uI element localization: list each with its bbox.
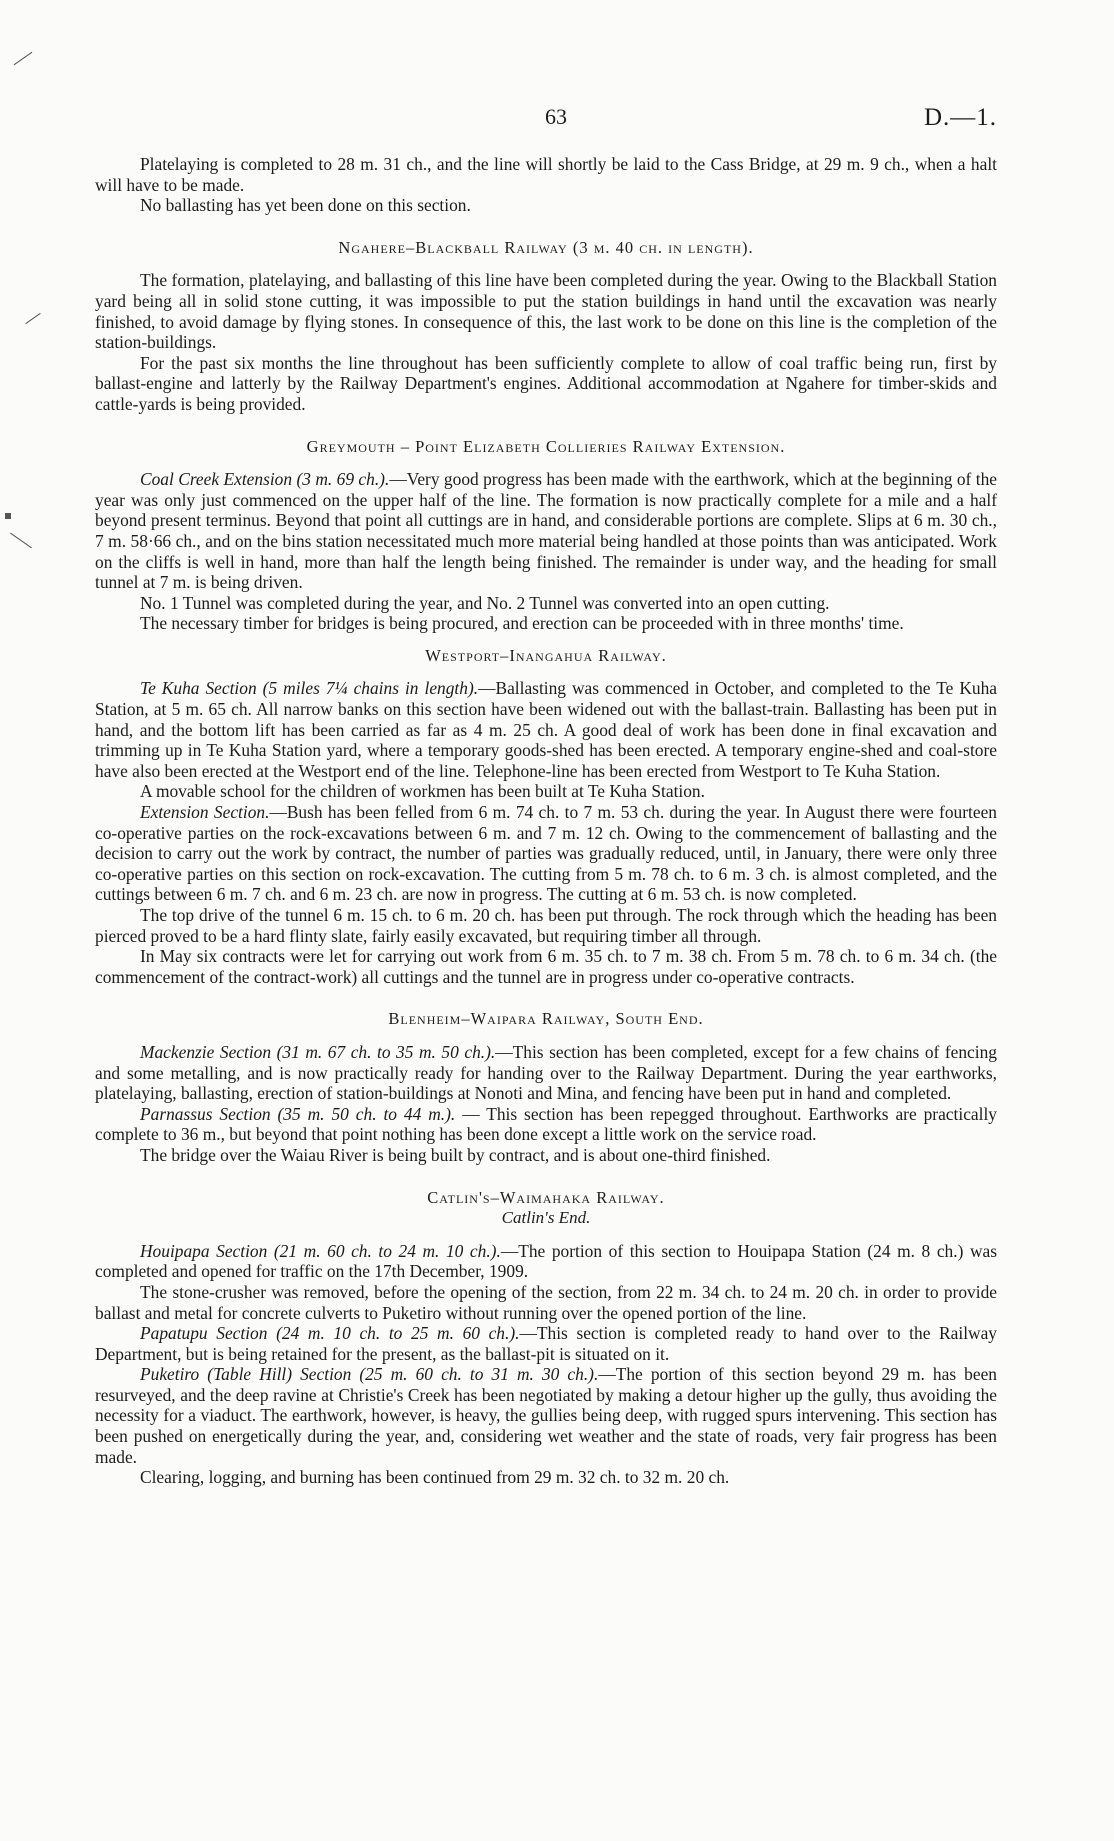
paragraph: [95, 469, 997, 593]
paragraph: [95, 1241, 997, 1282]
subsection-title: Mackenzie Section (31 m. 67 ch. to 35 m. 50 ch.).: [140, 1041, 496, 1062]
paragraph-text: —Ballasting was commenced in October, and completed to the Te Kuha Station, at 5 m. 65 ch. All narrow banks on this section have been widened out with the ballast-train. Ballasting has been put in hand, and the bottom lift has been carried as far as 4 m. 25 ch. A good deal of work has been done in final excavation and trimming up in Te Kuha Station yard, where a temporary goods-shed has been erected. A temporary engine-shed and coal-store have also been erected at the Westport end of the line. Telephone-line has been erected from Westport to Te Kuha Station.: [95, 678, 997, 781]
scan-mark: [14, 52, 33, 65]
paragraph: [95, 802, 997, 905]
paragraph: Platelaying is completed to 28 m. 31 ch., and the line will shortly be laid to the Cass Bridge, at 29 m. 9 ch., when a halt will have to be made.: [95, 154, 997, 195]
paragraph-text: — This section has been repegged throughout. Earthworks are practically complete to 36 m., but beyond that point nothing has been done except a little work on the service road.: [95, 1103, 997, 1145]
paragraph: [95, 1323, 997, 1364]
subsection-title: Houipapa Section (21 m. 60 ch. to 24 m. 10 ch.).: [140, 1240, 501, 1261]
paragraph-text: —The portion of this section beyond 29 m. has been resurveyed, and the deep ravine at Christie's Creek has been negotiated by making a detour higher up the gully, thus avoiding the necessity for a viaduct. The earthwork, however, is heavy, the gullies being deep, with rugged spurs intervening. This section has been pushed on energetically during the year, and, considering wet weather and the state of roads, very fair progress has been made.: [95, 1364, 997, 1467]
paragraph: The bridge over the Waiau River is being built by contract, and is about one-third finished.: [140, 1144, 771, 1165]
scan-mark: [5, 513, 11, 519]
paragraph: The necessary timber for bridges is being procured, and erection can be proceeded with in three months' time.: [140, 613, 904, 634]
paragraph: [95, 1364, 997, 1467]
page-number: 63: [545, 104, 567, 129]
section-subheading: Catlin's End.: [501, 1208, 591, 1228]
paragraph: [95, 1104, 997, 1145]
paragraph: No ballasting has yet been done on this section.: [140, 195, 471, 216]
document-body: [95, 154, 997, 1488]
subsection-title: Coal Creek Extension (3 m. 69 ch.).: [140, 469, 390, 490]
paragraph: The stone-crusher was removed, before the opening of the section, from 22 m. 34 ch. to 24 m. 20 ch. in order to provide ballast and metal for concrete culverts to Puketiro without running over the opened portion of the line.: [95, 1281, 997, 1323]
paragraph: A movable school for the children of workmen has been built at Te Kuha Station.: [140, 781, 705, 802]
paragraph: Clearing, logging, and burning has been continued from 29 m. 32 ch. to 32 m. 20 ch.: [140, 1467, 730, 1488]
page-header: [95, 104, 997, 134]
section-heading: Catlin's–Waimahaka Railway.: [427, 1187, 665, 1207]
subsection-title: Papatupu Section (24 m. 10 ch. to 25 m. 60 ch.).: [140, 1323, 520, 1344]
section-heading: Ngahere–Blackball Railway (3 m. 40 ch. in length).: [338, 237, 754, 257]
scan-mark: [25, 313, 40, 324]
paragraph: [95, 1042, 997, 1104]
paragraph-text: —Very good progress has been made with the earthwork, which at the beginning of the year was only just commenced on the upper half of the line. The formation is now practically complete for a mile and a half beyond present terminus. Beyond that point all cuttings are in hand, and considerable portions are complete. Slips at 6 m. 30 ch., 7 m. 58·66 ch., and on the bins station necessitated much more material being handled at those points than was anticipated. Work on the cliffs is well in hand, more than half the length being finished. The remainder is under way, and the heading for small tunnel at 7 m. is being driven.: [95, 469, 997, 593]
scan-mark: [10, 533, 32, 549]
subsection-title: Puketiro (Table Hill) Section (25 m. 60 ch. to 31 m. 30 ch.).: [140, 1364, 599, 1385]
paragraph-text: —Bush has been felled from 6 m. 74 ch. to 7 m. 53 ch. during the year. In August there were fourteen co-operative parties on the rock-excavations between 6 m. and 7 m. 12 ch. Owing to the commencement of ballasting and the decision to carry out the work by contract, the number of parties was gradually reduced, until, in January, there were only three co-operative parties on this section on rock-excavation. The cutting from 5 m. 78 ch. to 6 m. 3 ch. is almost completed, and the cuttings between 6 m. 7 ch. and 6 m. 23 ch. are now in progress. The cutting at 6 m. 53 ch. is now completed.: [95, 802, 997, 905]
paragraph: [95, 678, 997, 781]
paragraph-text: —This section is completed ready to hand over to the Railway Department, but is being retained for the present, as the ballast-pit is situated on it.: [95, 1323, 997, 1364]
paragraph-text: —The portion of this section to Houipapa Station (24 m. 8 ch.) was completed and opened for traffic on the 17th December, 1909.: [95, 1240, 997, 1282]
section-heading: Blenheim–Waipara Railway, South End.: [388, 1009, 704, 1029]
document-code: D.—1.: [923, 104, 997, 131]
paragraph-text: —This section has been completed, except for a few chains of fencing and some metalling, and is now practically ready for handing over to the Railway Department. During the year earthworks, platelaying, ballasting, erection of station-buildings at Nonoti and Mina, and fencing have been put in hand and completed.: [95, 1041, 997, 1104]
paragraph: In May six contracts were let for carrying out work from 6 m. 35 ch. to 7 m. 38 ch. From 5 m. 78 ch. to 6 m. 34 ch. (the commencement of the contract-work) all cuttings and the tunnel are in progress under co-operative contracts.: [95, 946, 997, 987]
paragraph: For the past six months the line throughout has been sufficiently complete to allow of coal traffic being run, first by ballast-engine and latterly by the Railway Department's engines. Additional accommodation at Ngahere for timber-skids and cattle-yards is being provided.: [95, 352, 997, 414]
subsection-title: Extension Section.: [140, 802, 270, 823]
section-heading: Greymouth – Point Elizabeth Collieries Railway Extension.: [306, 436, 786, 456]
subsection-title: Te Kuha Section (5 miles 7¼ chains in length).: [140, 678, 479, 699]
section-heading: Westport–Inangahua Railway.: [425, 645, 667, 665]
paragraph: The top drive of the tunnel 6 m. 15 ch. to 6 m. 20 ch. has been put through. The rock through which the heading has been pierced proved to be a hard flinty slate, fairly easily excavated, but requiring timber all through.: [95, 905, 997, 946]
paragraph: No. 1 Tunnel was completed during the year, and No. 2 Tunnel was converted into an open cutting.: [140, 592, 830, 613]
subsection-title: Parnassus Section (35 m. 50 ch. to 44 m.).: [140, 1103, 456, 1124]
paragraph: The formation, platelaying, and ballasting of this line have been completed during the year. Owing to the Blackball Station yard being all in solid stone cutting, it was impossible to put the station buildings in hand until the excavation was nearly finished, to avoid damage by flying stones. In consequence of this, the last work to be done on this line is the completion of the station-buildings.: [95, 270, 997, 353]
